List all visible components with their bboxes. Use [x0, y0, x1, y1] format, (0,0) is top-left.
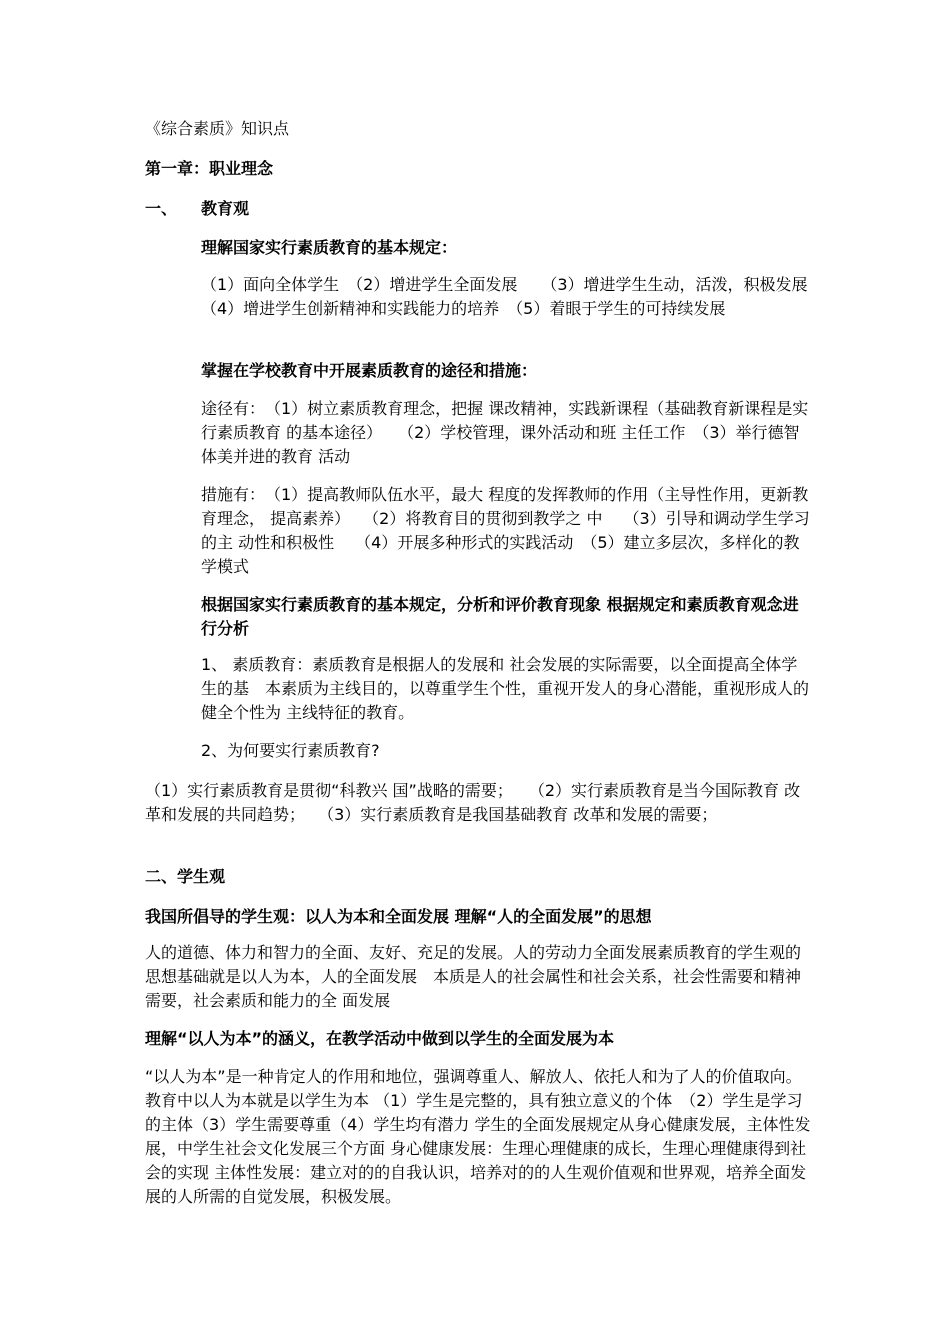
chapter-heading: 第一章：职业理念 [145, 159, 274, 178]
heading-student-view: 我国所倡导的学生观：以人为本和全面发展 理解“人的全面发展”的思想 [145, 907, 652, 926]
quality-education-definition: 1、 素质教育：素质教育是根据人的发展和 社会发展的实际需要，以全面提高全体学生的基 本素质为主线目的，以尊重学生个性，重视开发人的身心潜能，重视形成人的健全个性为 主线特征的教育。 [201, 655, 810, 722]
heading-people-oriented: 理解“以人为本”的涵义，在教学活动中做到以学生的全面发展为本 [145, 1029, 615, 1048]
student-view-paragraph: 人的道德、体力和智力的全面、友好、充足的发展。人的劳动力全面发展素质教育的学生观的思想基础就是以人为本，人的全面发展 本质是人的社会属性和社会关系，社会性需要和精神需要，社会素质和能力的全 面发展 [145, 943, 802, 1010]
why-quality-education-question: 2、为何要实行素质教育? [201, 741, 380, 760]
section-number: 一、 [145, 199, 178, 218]
heading-ways-measures: 掌握在学校教育中开展素质教育的途径和措施： [201, 361, 538, 380]
heading-basic-provisions: 理解国家实行素质教育的基本规定： [201, 238, 458, 257]
why-quality-education-answer: （1）实行素质教育是贯彻“科教兴 国”战略的需要； （2）实行素质教育是当今国际教育 改革和发展的共同趋势； （3）实行素质教育是我国基础教育 改革和发展的需要； [145, 781, 801, 824]
section-title: 教育观 [201, 199, 250, 218]
doc-title: 《综合素质》知识点 [145, 119, 290, 138]
ways-paragraph: 途径有： （1）树立素质教育理念，把握 课改精神，实践新课程（基础教育新课程是实行素质教育 的基本途径） （2）学校管理，课外活动和班 主任工作 （3）举行德智体美并进的教育 活动 [201, 399, 809, 466]
measures-paragraph: 措施有： （1）提高教师队伍水平，最大 程度的发挥教师的作用（主导性作用，更新教育理念， 提高素养） （2）将教育目的贯彻到教学之 中 （3）引导和调动学生学习的主 动性和积极性 （4）开展多种形式的实践活动 （5）建立多层次，多样化的教 学模式 [201, 485, 810, 576]
basic-provisions-list: （1）面向全体学生 （2）增进学生全面发展 （3）增进学生生动，活泼，积极发展 （4）增进学生创新精神和实践能力的培养 （5）着眼于学生的可持续发展 [201, 275, 829, 318]
heading-analyze: 根据国家实行素质教育的基本规定，分析和评价教育现象 根据规定和素质教育观念进行分析 [201, 595, 799, 638]
section-student-view: 二、学生观 [145, 867, 226, 886]
people-oriented-paragraph: “以人为本”是一种肯定人的作用和地位，强调尊重人、解放人、依托人和为了人的价值取向。教育中以人为本就是以学生为本 （1）学生是完整的，具有独立意义的个体 （2）学生是学习的主体（3）学生需要尊重（4）学生均有潜力 学生的全面发展规定从身心健康发展，主体性发展，中学生社会文化发展三个方面 身心健康发展：生理心理健康的成长，生理心理健康得到社会的实现 主体性发展：建立对的的自我认识，培养对的的人生观价值观和世界观，培养全面发 展的人所需的自觉发展，积极发展。 [145, 1067, 811, 1206]
